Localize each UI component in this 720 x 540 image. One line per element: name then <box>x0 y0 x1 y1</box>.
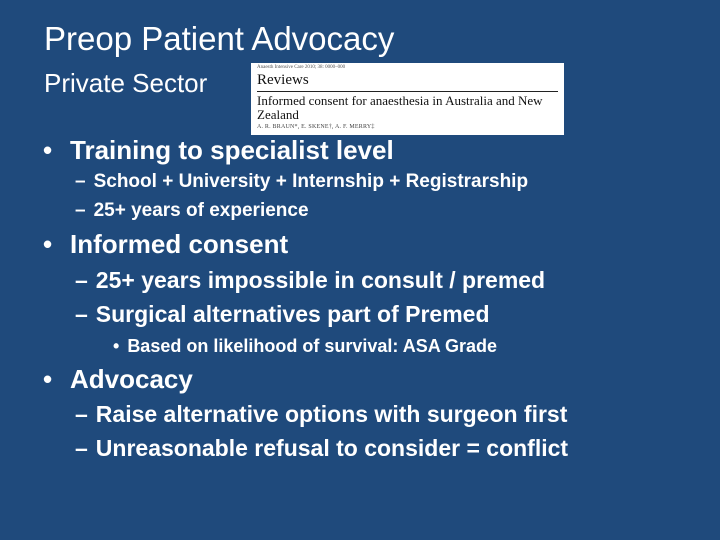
sub-bullet <box>75 301 490 328</box>
sub-sub-bullet <box>113 336 497 357</box>
paper-title: Informed consent for anaesthesia in Australia and New Zealand <box>257 93 543 122</box>
paper-citation: Anaesth Intensive Care 2010; 38: 0000–000 <box>257 65 346 70</box>
bullet-advocacy <box>43 364 193 395</box>
dash-icon: – <box>75 171 86 192</box>
bullet-text: Advocacy <box>70 364 193 394</box>
bullet-informed-consent <box>43 229 288 260</box>
paper-divider <box>257 91 558 92</box>
bullet-text: Training to specialist level <box>70 135 394 165</box>
bullet-icon: • <box>43 364 53 394</box>
sub-bullet-text: 25+ years of experience <box>93 200 309 221</box>
slide-subtitle: Private Sector <box>44 68 208 98</box>
sub-bullet-text: Surgical alternatives part of Premed <box>95 301 490 327</box>
sub-bullet <box>75 435 568 462</box>
sub-bullet <box>75 401 567 428</box>
sub-bullet-text: Unreasonable refusal to consider = conflict <box>95 435 569 461</box>
sub-bullet-text: 25+ years impossible in consult / premed <box>95 267 546 293</box>
slide-title: Preop Patient Advocacy <box>44 20 395 57</box>
bullet-icon: • <box>43 135 53 165</box>
sub-bullet-text: School + University + Internship + Registrarship <box>93 171 529 192</box>
sub-bullet <box>75 267 545 294</box>
dash-icon: – <box>75 267 88 293</box>
dash-icon: – <box>75 200 86 221</box>
sub-bullet <box>75 171 528 193</box>
dash-icon: – <box>75 435 88 461</box>
bullet-icon: • <box>43 229 53 259</box>
bullet-icon: • <box>113 336 120 356</box>
sub-bullet-text: Raise alternative options with surgeon first <box>95 401 568 427</box>
dash-icon: – <box>75 301 88 327</box>
sub-bullet <box>75 200 309 222</box>
paper-thumbnail <box>251 63 564 135</box>
bullet-text: Informed consent <box>70 229 289 259</box>
paper-authors: A. R. BRAUN*, E. SKENE†, A. F. MERRY‡ <box>257 124 375 130</box>
sub-sub-bullet-text: Based on likelihood of survival: ASA Grade <box>127 336 498 356</box>
paper-section: Reviews <box>257 72 309 88</box>
bullet-training <box>43 135 394 166</box>
dash-icon: – <box>75 401 88 427</box>
